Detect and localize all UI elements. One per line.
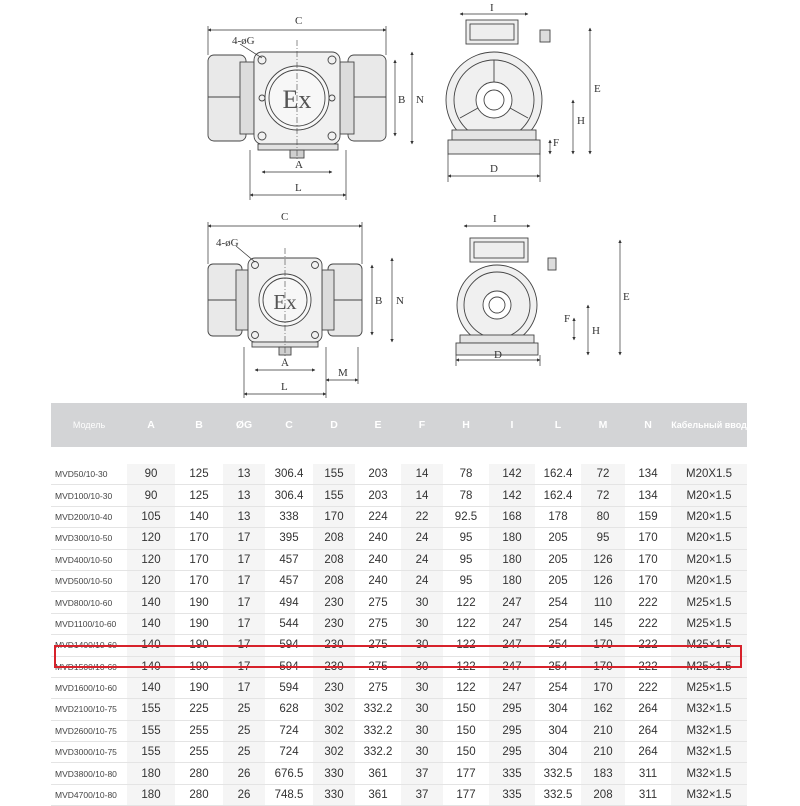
table-cell: 122 bbox=[443, 656, 489, 677]
table-cell: 311 bbox=[625, 784, 671, 805]
table-row-highlighted bbox=[51, 656, 747, 677]
table-cell: 304 bbox=[535, 742, 581, 763]
model-cell: MVD300/10-50 bbox=[51, 528, 127, 549]
table-cell: 13 bbox=[223, 506, 265, 527]
table-cell: 37 bbox=[401, 784, 443, 805]
table-cell: 275 bbox=[355, 635, 401, 656]
dim-l-label: L bbox=[295, 182, 302, 194]
model-cell: MVD1500/10-60 bbox=[51, 656, 127, 677]
table-cell: 17 bbox=[223, 677, 265, 698]
table-cell: 170 bbox=[175, 528, 223, 549]
table-cell: 240 bbox=[355, 549, 401, 570]
table-cell: 594 bbox=[265, 656, 313, 677]
table-cell: 78 bbox=[443, 464, 489, 485]
dim-a-label-small: A bbox=[281, 357, 289, 369]
table-cell: 264 bbox=[625, 742, 671, 763]
table-cell: 275 bbox=[355, 592, 401, 613]
table-cell: 122 bbox=[443, 613, 489, 634]
table-cell: 125 bbox=[175, 464, 223, 485]
table-cell: M20×1.5 bbox=[671, 570, 747, 591]
table-cell: 180 bbox=[127, 763, 175, 784]
table-cell: 304 bbox=[535, 720, 581, 741]
table-cell: 180 bbox=[489, 549, 535, 570]
header-col: C bbox=[265, 403, 313, 447]
dim-n-label-small: N bbox=[396, 295, 404, 307]
model-cell: MVD100/10-30 bbox=[51, 485, 127, 506]
table-cell: 170 bbox=[581, 635, 625, 656]
technical-drawings bbox=[0, 0, 800, 400]
table-cell: 155 bbox=[127, 699, 175, 720]
table-cell: 25 bbox=[223, 720, 265, 741]
table-spacer-row bbox=[51, 447, 747, 464]
table-cell: M20×1.5 bbox=[671, 528, 747, 549]
header-col: ØG bbox=[223, 403, 265, 447]
side-dim-h-label: H bbox=[577, 115, 585, 127]
table-cell: 17 bbox=[223, 570, 265, 591]
table-cell: 162.4 bbox=[535, 464, 581, 485]
table-cell: 177 bbox=[443, 784, 489, 805]
header-col: H bbox=[443, 403, 489, 447]
table-cell: 17 bbox=[223, 635, 265, 656]
table-cell: 225 bbox=[175, 699, 223, 720]
table-cell: 748.5 bbox=[265, 784, 313, 805]
table-cell: 247 bbox=[489, 613, 535, 634]
table-cell: 150 bbox=[443, 699, 489, 720]
table-cell: 205 bbox=[535, 528, 581, 549]
table-cell: 30 bbox=[401, 742, 443, 763]
side-dim-f-label-small: F bbox=[564, 313, 571, 325]
table-cell: 254 bbox=[535, 613, 581, 634]
table-cell: 183 bbox=[581, 763, 625, 784]
header-col: I bbox=[489, 403, 535, 447]
table-cell: 544 bbox=[265, 613, 313, 634]
table-cell: 142 bbox=[489, 464, 535, 485]
table-cell: 306.4 bbox=[265, 485, 313, 506]
table-cell: 122 bbox=[443, 635, 489, 656]
table-cell: M25×1.5 bbox=[671, 613, 747, 634]
model-cell: MVD1600/10-60 bbox=[51, 677, 127, 698]
table-cell: 168 bbox=[489, 506, 535, 527]
table-cell: M32×1.5 bbox=[671, 699, 747, 720]
table-cell: 361 bbox=[355, 763, 401, 784]
table-cell: 22 bbox=[401, 506, 443, 527]
table-cell: 457 bbox=[265, 549, 313, 570]
table-cell: 140 bbox=[175, 506, 223, 527]
table-cell: 25 bbox=[223, 742, 265, 763]
table-row bbox=[51, 549, 747, 570]
table-cell: 162 bbox=[581, 699, 625, 720]
model-cell: MVD500/10-50 bbox=[51, 570, 127, 591]
table-row bbox=[51, 763, 747, 784]
table-cell: 457 bbox=[265, 570, 313, 591]
table-cell: 254 bbox=[535, 592, 581, 613]
header-col: F bbox=[401, 403, 443, 447]
table-cell: 332.2 bbox=[355, 742, 401, 763]
table-cell: 264 bbox=[625, 720, 671, 741]
table-row bbox=[51, 677, 747, 698]
table-cell: 30 bbox=[401, 699, 443, 720]
table-cell: 304 bbox=[535, 699, 581, 720]
table-cell: 30 bbox=[401, 677, 443, 698]
table-cell: M32×1.5 bbox=[671, 720, 747, 741]
table-cell: 17 bbox=[223, 549, 265, 570]
table-cell: 255 bbox=[175, 720, 223, 741]
table-row bbox=[51, 506, 747, 527]
table-cell: 30 bbox=[401, 635, 443, 656]
table-cell: 24 bbox=[401, 570, 443, 591]
table-cell: 150 bbox=[443, 720, 489, 741]
dim-hole-label-small: 4-øG bbox=[216, 237, 239, 249]
table-cell: 78 bbox=[443, 485, 489, 506]
table-row bbox=[51, 592, 747, 613]
table-cell: 335 bbox=[489, 784, 535, 805]
table-cell: 247 bbox=[489, 656, 535, 677]
table-cell: 90 bbox=[127, 464, 175, 485]
side-dim-h-label-small: H bbox=[592, 325, 600, 337]
table-cell: 332.2 bbox=[355, 720, 401, 741]
table-cell: M20×1.5 bbox=[671, 485, 747, 506]
table-cell: 30 bbox=[401, 613, 443, 634]
table-cell: 295 bbox=[489, 720, 535, 741]
model-cell: MVD800/10-60 bbox=[51, 592, 127, 613]
table-cell: M25×1.5 bbox=[671, 635, 747, 656]
table-cell: 240 bbox=[355, 570, 401, 591]
table-cell: 14 bbox=[401, 485, 443, 506]
header-model: Модель bbox=[51, 403, 127, 447]
table-cell: M32×1.5 bbox=[671, 763, 747, 784]
table-cell: 95 bbox=[581, 528, 625, 549]
table-cell: 295 bbox=[489, 699, 535, 720]
table-cell: 155 bbox=[313, 485, 355, 506]
table-cell: 72 bbox=[581, 464, 625, 485]
table-cell: 17 bbox=[223, 613, 265, 634]
table-row bbox=[51, 635, 747, 656]
table-cell: 105 bbox=[127, 506, 175, 527]
table-cell: 230 bbox=[313, 677, 355, 698]
table-row bbox=[51, 528, 747, 549]
table-cell: 302 bbox=[313, 699, 355, 720]
table-cell: 224 bbox=[355, 506, 401, 527]
table-cell: 247 bbox=[489, 677, 535, 698]
table-cell: 208 bbox=[313, 549, 355, 570]
table-cell: 140 bbox=[127, 635, 175, 656]
table-cell: 95 bbox=[443, 570, 489, 591]
table-cell: 120 bbox=[127, 549, 175, 570]
table-row bbox=[51, 699, 747, 720]
table-cell: 24 bbox=[401, 528, 443, 549]
side-dim-d-label: D bbox=[490, 163, 498, 175]
table-cell: M20X1.5 bbox=[671, 464, 747, 485]
model-cell: MVD3000/10-75 bbox=[51, 742, 127, 763]
table-cell: 302 bbox=[313, 742, 355, 763]
table-cell: 264 bbox=[625, 699, 671, 720]
header-col: E bbox=[355, 403, 401, 447]
header-col: A bbox=[127, 403, 175, 447]
table-cell: 170 bbox=[625, 528, 671, 549]
table-cell: 275 bbox=[355, 677, 401, 698]
dim-m-label-small: M bbox=[338, 367, 348, 379]
table-cell: 494 bbox=[265, 592, 313, 613]
table-cell: 330 bbox=[313, 784, 355, 805]
table-cell: 335 bbox=[489, 763, 535, 784]
table-cell: 145 bbox=[581, 613, 625, 634]
table-cell: M20×1.5 bbox=[671, 506, 747, 527]
table-cell: M20×1.5 bbox=[671, 549, 747, 570]
table-cell: 122 bbox=[443, 592, 489, 613]
table-cell: 142 bbox=[489, 485, 535, 506]
table-cell: 180 bbox=[127, 784, 175, 805]
table-cell: 208 bbox=[313, 528, 355, 549]
table-cell: 134 bbox=[625, 485, 671, 506]
table-cell: 155 bbox=[127, 720, 175, 741]
table-cell: 24 bbox=[401, 549, 443, 570]
table-cell: 17 bbox=[223, 528, 265, 549]
dim-n-label: N bbox=[416, 94, 424, 106]
dim-a-label: A bbox=[295, 159, 303, 171]
table-cell: 222 bbox=[625, 656, 671, 677]
table-cell: 92.5 bbox=[443, 506, 489, 527]
table-cell: 26 bbox=[223, 784, 265, 805]
model-cell: MVD50/10-30 bbox=[51, 464, 127, 485]
table-cell: 170 bbox=[581, 677, 625, 698]
table-cell: 222 bbox=[625, 592, 671, 613]
table-cell: 140 bbox=[127, 677, 175, 698]
table-cell: 594 bbox=[265, 677, 313, 698]
ex-mark-small: Ex bbox=[273, 290, 297, 314]
table-cell: 14 bbox=[401, 464, 443, 485]
model-cell: MVD2100/10-75 bbox=[51, 699, 127, 720]
model-cell: MVD2600/10-75 bbox=[51, 720, 127, 741]
table-cell: 90 bbox=[127, 485, 175, 506]
table-cell: 190 bbox=[175, 613, 223, 634]
table-cell: 25 bbox=[223, 699, 265, 720]
table-cell: 17 bbox=[223, 656, 265, 677]
table-cell: 190 bbox=[175, 677, 223, 698]
table-cell: 306.4 bbox=[265, 464, 313, 485]
table-cell: 170 bbox=[175, 570, 223, 591]
table-cell: 26 bbox=[223, 763, 265, 784]
header-cable-entry: Кабельный ввод bbox=[671, 403, 747, 447]
table-cell: 80 bbox=[581, 506, 625, 527]
side-dim-f-label: F bbox=[553, 137, 560, 149]
spec-table bbox=[51, 403, 747, 806]
dim-b-label: B bbox=[398, 94, 406, 106]
table-cell: 190 bbox=[175, 592, 223, 613]
table-cell: 125 bbox=[175, 485, 223, 506]
side-view-small bbox=[456, 238, 556, 355]
table-cell: 190 bbox=[175, 635, 223, 656]
side-dim-i-label: I bbox=[490, 2, 494, 14]
table-cell: 170 bbox=[625, 570, 671, 591]
table-cell: 134 bbox=[625, 464, 671, 485]
table-cell: 332.5 bbox=[535, 763, 581, 784]
side-dim-d-label-small: D bbox=[494, 349, 502, 361]
table-cell: 222 bbox=[625, 613, 671, 634]
table-cell: 13 bbox=[223, 464, 265, 485]
dim-l-label-small: L bbox=[281, 381, 288, 393]
table-cell: M32×1.5 bbox=[671, 784, 747, 805]
table-body bbox=[51, 447, 747, 806]
table-cell: 295 bbox=[489, 742, 535, 763]
table-cell: 30 bbox=[401, 592, 443, 613]
table-cell: 361 bbox=[355, 784, 401, 805]
table-row bbox=[51, 613, 747, 634]
table-row bbox=[51, 464, 747, 485]
table-cell: 280 bbox=[175, 763, 223, 784]
model-cell: MVD1100/10-60 bbox=[51, 613, 127, 634]
model-cell: MVD3800/10-80 bbox=[51, 763, 127, 784]
table-cell: 222 bbox=[625, 635, 671, 656]
header-col: D bbox=[313, 403, 355, 447]
table-header-row bbox=[51, 403, 747, 447]
table-cell: 332.5 bbox=[535, 784, 581, 805]
table-cell: 203 bbox=[355, 464, 401, 485]
table-cell: 122 bbox=[443, 677, 489, 698]
header-col: B bbox=[175, 403, 223, 447]
table-cell: 230 bbox=[313, 656, 355, 677]
table-cell: 247 bbox=[489, 592, 535, 613]
header-col: N bbox=[625, 403, 671, 447]
table-cell: 230 bbox=[313, 635, 355, 656]
table-cell: 332.2 bbox=[355, 699, 401, 720]
ex-mark: Ex bbox=[282, 85, 312, 114]
table-row bbox=[51, 485, 747, 506]
table-cell: 594 bbox=[265, 635, 313, 656]
table-cell: 302 bbox=[313, 720, 355, 741]
table-cell: 37 bbox=[401, 763, 443, 784]
model-cell: MVD4700/10-80 bbox=[51, 784, 127, 805]
table-cell: 255 bbox=[175, 742, 223, 763]
table-row bbox=[51, 784, 747, 805]
dim-hole-label: 4-øG bbox=[232, 35, 255, 47]
table-cell: 155 bbox=[127, 742, 175, 763]
table-cell: M25×1.5 bbox=[671, 592, 747, 613]
table-cell: 155 bbox=[313, 464, 355, 485]
table-cell: 230 bbox=[313, 592, 355, 613]
table-cell: 140 bbox=[127, 613, 175, 634]
model-cell: MVD1400/10-60 bbox=[51, 635, 127, 656]
table-cell: 170 bbox=[175, 549, 223, 570]
table-cell: 222 bbox=[625, 677, 671, 698]
table-row bbox=[51, 720, 747, 741]
table-cell: 190 bbox=[175, 656, 223, 677]
table-cell: 170 bbox=[625, 549, 671, 570]
dim-c-label-small: C bbox=[281, 211, 289, 223]
side-dim-e-label: E bbox=[594, 83, 601, 95]
table-cell: 230 bbox=[313, 613, 355, 634]
table-cell: 330 bbox=[313, 763, 355, 784]
dim-c-label: C bbox=[295, 15, 303, 27]
table-cell: 120 bbox=[127, 528, 175, 549]
side-dim-e-label-small: E bbox=[623, 291, 630, 303]
table-cell: 126 bbox=[581, 570, 625, 591]
table-cell: 30 bbox=[401, 720, 443, 741]
table-cell: 140 bbox=[127, 592, 175, 613]
table-cell: 208 bbox=[313, 570, 355, 591]
header-col: L bbox=[535, 403, 581, 447]
table-cell: 338 bbox=[265, 506, 313, 527]
table-cell: 159 bbox=[625, 506, 671, 527]
table-cell: 247 bbox=[489, 635, 535, 656]
dimension-drawings bbox=[0, 0, 800, 400]
table-cell: 395 bbox=[265, 528, 313, 549]
table-cell: 177 bbox=[443, 763, 489, 784]
table-cell: 210 bbox=[581, 742, 625, 763]
table-cell: 205 bbox=[535, 570, 581, 591]
table-cell: M25×1.5 bbox=[671, 656, 747, 677]
table-cell: 254 bbox=[535, 677, 581, 698]
table-cell: 13 bbox=[223, 485, 265, 506]
table-cell: 628 bbox=[265, 699, 313, 720]
header-col: M bbox=[581, 403, 625, 447]
table-row bbox=[51, 570, 747, 591]
table-cell: 95 bbox=[443, 528, 489, 549]
table-cell: 203 bbox=[355, 485, 401, 506]
model-cell: MVD400/10-50 bbox=[51, 549, 127, 570]
table-cell: 208 bbox=[581, 784, 625, 805]
table-cell: 120 bbox=[127, 570, 175, 591]
table-cell: 95 bbox=[443, 549, 489, 570]
table-cell: 170 bbox=[581, 656, 625, 677]
table-cell: 150 bbox=[443, 742, 489, 763]
table-cell: 17 bbox=[223, 592, 265, 613]
table-cell: 205 bbox=[535, 549, 581, 570]
table-cell: 180 bbox=[489, 528, 535, 549]
dim-b-label-small: B bbox=[375, 295, 383, 307]
side-view-large bbox=[446, 20, 550, 154]
table-cell: M25×1.5 bbox=[671, 677, 747, 698]
table-cell: 724 bbox=[265, 742, 313, 763]
table-cell: 240 bbox=[355, 528, 401, 549]
table-cell: 30 bbox=[401, 656, 443, 677]
table-cell: M32×1.5 bbox=[671, 742, 747, 763]
table-row bbox=[51, 742, 747, 763]
table-cell: 110 bbox=[581, 592, 625, 613]
table-cell: 126 bbox=[581, 549, 625, 570]
table-cell: 210 bbox=[581, 720, 625, 741]
side-dim-i-label-small: I bbox=[493, 213, 497, 225]
table-cell: 724 bbox=[265, 720, 313, 741]
table-cell: 72 bbox=[581, 485, 625, 506]
table-cell: 140 bbox=[127, 656, 175, 677]
table-cell: 180 bbox=[489, 570, 535, 591]
table-cell: 162.4 bbox=[535, 485, 581, 506]
table-cell: 254 bbox=[535, 635, 581, 656]
table-cell: 311 bbox=[625, 763, 671, 784]
table-cell: 275 bbox=[355, 613, 401, 634]
table-cell: 170 bbox=[313, 506, 355, 527]
table-cell: 280 bbox=[175, 784, 223, 805]
model-cell: MVD200/10-40 bbox=[51, 506, 127, 527]
table-cell: 676.5 bbox=[265, 763, 313, 784]
table-cell: 178 bbox=[535, 506, 581, 527]
table-cell: 254 bbox=[535, 656, 581, 677]
table-cell: 275 bbox=[355, 656, 401, 677]
